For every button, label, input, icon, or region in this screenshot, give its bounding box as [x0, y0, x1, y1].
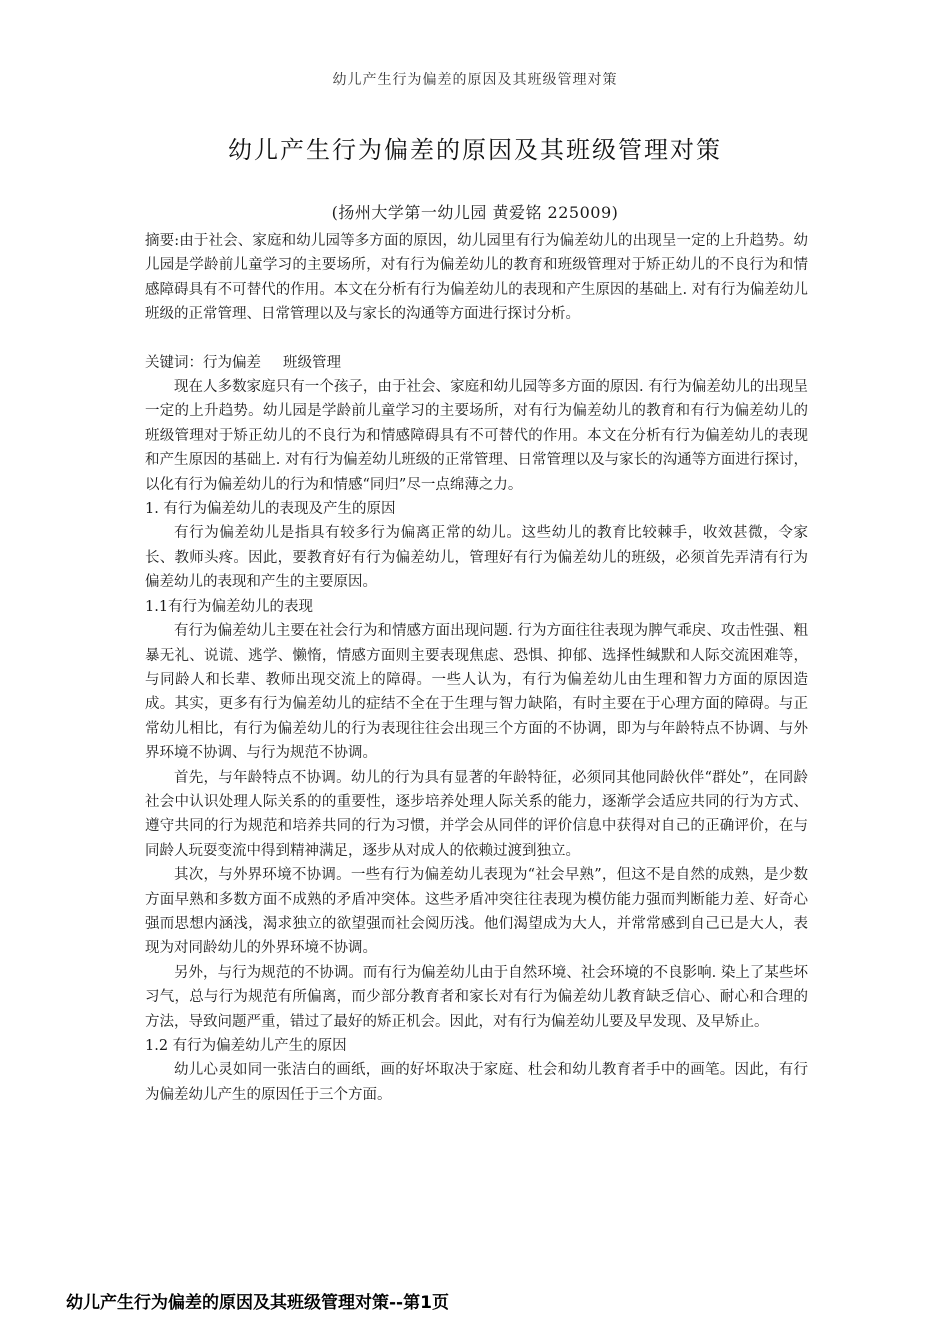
section-1-1-paragraph-1: 有行为偏差幼儿主要在社会行为和情感方面出现问题. 行为方面往往表现为脾气乖戾、攻击性强、粗暴无礼、说谎、逃学、懒惰，情感方面则主要表现焦虑、恐惧、抑郁、选择性缄默和人际交流困难等，与同龄人和长辈、教师出现交流上的障碍。一些人认为，有行为偏差幼儿由生理和智力方面的原因造成。其实，更多有行为偏差幼儿的症结不全在于生理与智力缺陷，有时主要在于心理方面的障碍。与正常幼儿相比，有行为偏差幼儿的行为表现往往会出现三个方面的不协调，即为与年龄特点不协调、与外界环境不协调、与行为规范不协调。 — [145, 623, 808, 762]
intro-paragraph: 现在人多数家庭只有一个孩子，由于社会、家庭和幼儿园等多方面的原因. 有行为偏差幼儿的出现呈一定的上升趋势。幼儿园是学龄前儿童学习的主要场所，对有行为偏差幼儿的教育和有行为偏差幼儿的班级管理对于矫正幼儿的不良行为和情感障碍具有不可替代的作用。本文在分析有行为偏差幼儿的表现和产生原因的基础上. 对有行为偏差幼儿班级的正常管理、日常管理以及与家长的沟通等方面进行探讨，以化有行为偏差幼儿的行为和情感“同归”尽一点绵薄之力。 — [145, 379, 808, 493]
section-1-2-heading: 1.2 有行为偏差幼儿产生的原因 — [145, 1038, 347, 1054]
keywords-secondary: 班级管理 — [283, 354, 341, 371]
section-1-1-paragraph-2: 首先，与年龄特点不协调。幼儿的行为具有显著的年龄特征，必须同其他同龄伙伴“群处”，在同龄社会中认识处理人际关系的的重要性，逐步培养处理人际关系的能力，逐渐学会适应共同的行为方式、遵守共同的行为规范和培养共同的行为习惯，并学会从同伴的评价信息中获得对自己的正确评价，在与同龄人玩耍变流中得到精神满足，逐步从对成人的依赖过渡到独立。 — [145, 769, 808, 859]
running-header: 幼儿产生行为偏差的原因及其班级管理对策 — [332, 72, 618, 88]
author-line: (扬州大学第一幼儿园 黄爱铭 225009) — [331, 203, 619, 222]
document-body — [145, 229, 808, 1107]
section-1-1-heading: 1.1有行为偏差幼儿的表现 — [145, 598, 314, 615]
section-1-1-paragraph-4: 另外，与行为规范的不协调。而有行为偏差幼儿由于自然环境、社会环境的不良影响. 染上了某些坏习气，总与行为规范有所偏离，而少部分教育者和家长对有行为偏差幼儿教育缺乏信心、耐心和合理的方法，导致问题严重，错过了最好的矫正机会。因此，对有行为偏差幼儿要及早发现、及早矫止。 — [145, 964, 808, 1030]
keywords-primary: 关键词：行为偏差 — [145, 354, 261, 371]
section-1-1-paragraph-3: 其次，与外界环境不协调。一些有行为偏差幼儿表现为“社会早熟”，但这不是自然的成熟，是少数方面早熟和多数方面不成熟的矛盾冲突体。这些矛盾冲突往往表现为模仿能力强而判断能力差、好奇心强而思想内涵浅，渴求独立的欲望强而社会阅历浅。他们渴望成为大人，并常常感到自己已是大人，表现为对同龄幼儿的外界环境不协调。 — [145, 867, 808, 957]
spacer — [145, 327, 808, 351]
section-1-paragraph: 有行为偏差幼儿是指具有较多行为偏离正常的幼儿。这些幼儿的教育比较棘手，收效甚微，令家长、教师头疼。因此，要教育好有行为偏差幼儿，管理好有行为偏差幼儿的班级，必须首先弄清有行为偏差幼儿的表现和产生的主要原因。 — [145, 525, 808, 591]
section-1-2-paragraph: 幼儿心灵如同一张洁白的画纸，画的好坏取决于家庭、杜会和幼儿教育者手中的画笔。因此，有行为偏差幼儿产生的原因任于三个方面。 — [145, 1062, 808, 1103]
page-footer: 幼儿产生行为偏差的原因及其班级管理对策--第1页 — [66, 1293, 449, 1313]
document-title: 幼儿产生行为偏差的原因及其班级管理对策 — [228, 136, 722, 164]
section-1-heading: 1. 有行为偏差幼儿的表现及产生的原因 — [145, 501, 396, 518]
keywords-line — [145, 351, 808, 375]
abstract-paragraph: 摘要:由于社会、家庭和幼儿园等多方面的原因，幼儿园里有行为偏差幼儿的出现呈一定的上升趋势。幼儿园是学龄前儿童学习的主要场所，对有行为偏差幼儿的教育和班级管理对于矫正幼儿的不良行为和情感障碍具有不可替代的作用。本文在分析有行为偏差幼儿的表现和产生原因的基础上. 对有行为偏差幼儿班级的正常管理、日常管理以及与家长的沟通等方面进行探讨分析。 — [145, 233, 808, 323]
